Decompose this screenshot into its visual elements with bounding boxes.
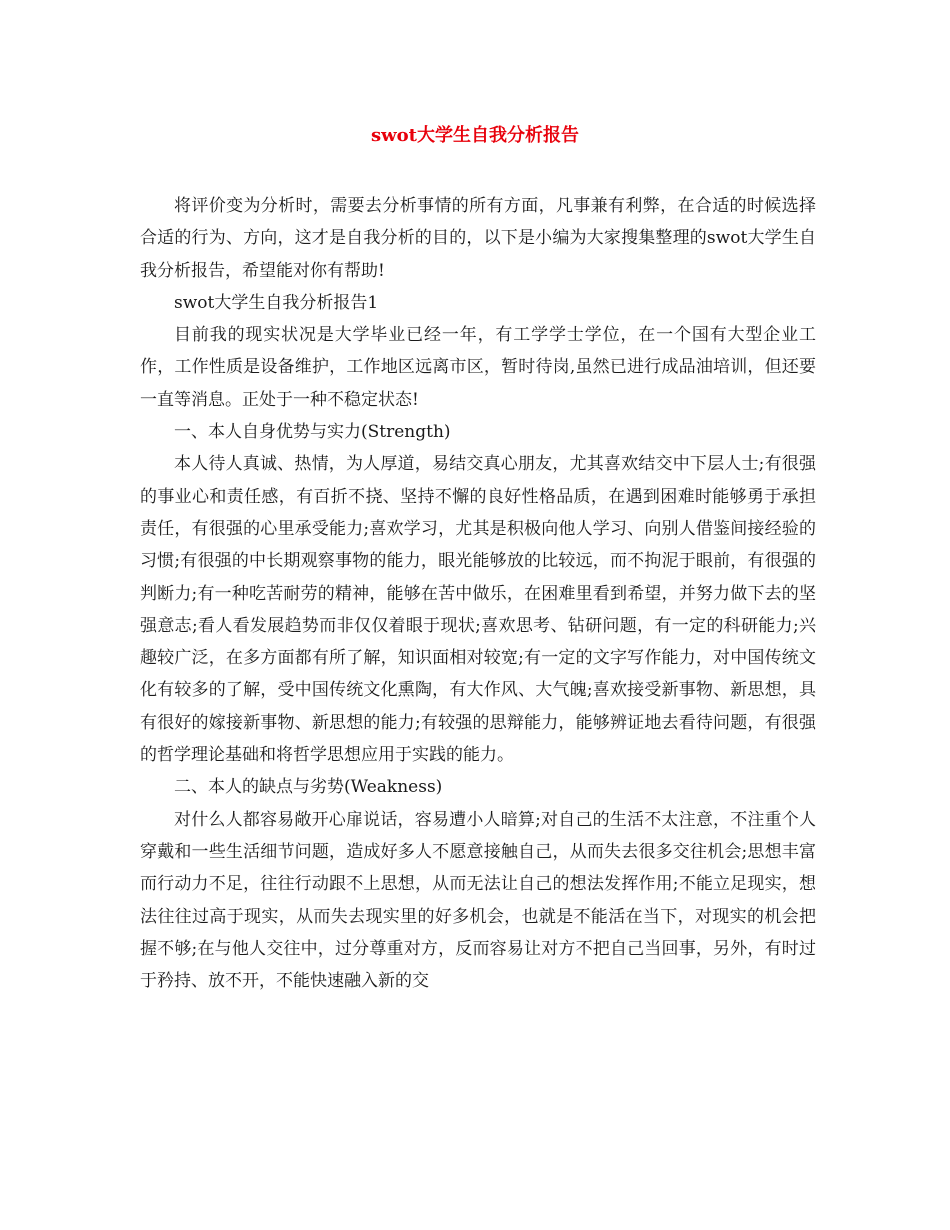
strength-heading: 一、本人自身优势与实力(Strength) (174, 422, 451, 443)
weakness-heading: 二、本人的缺点与劣势(Weakness) (174, 777, 443, 798)
status-paragraph: 目前我的现实状况是大学毕业已经一年，有工学学士学位，在一个国有大型企业工作，工作性质是设备维护，工作地区远离市区，暂时待岗,虽然已进行成品油培训，但还要一直等消息。正处于一种不稳定状态! (140, 325, 816, 410)
document-body (140, 190, 816, 997)
report-heading: swot大学生自我分析报告1 (174, 292, 379, 313)
weakness-paragraph: 对什么人都容易敞开心扉说话，容易遭小人暗算;对自己的生活不太注意，不注重个人穿戴和一些生活细节问题，造成好多人不愿意接触自己，从而失去很多交往机会;思想丰富而行动力不足，往往行动跟不上思想，从而无法让自己的想法发挥作用;不能立足现实，想法往往过高于现实，从而失去现实里的好多机会，也就是不能活在当下，对现实的机会把握不够;在与他人交往中，过分尊重对方，反而容易让对方不把自己当回事，另外，有时过于矜持、放不开，不能快速融入新的交 (140, 809, 816, 992)
document-title: swot大学生自我分析报告 (371, 125, 579, 146)
intro-paragraph: 将评价变为分析时，需要去分析事情的所有方面，凡事兼有利弊，在合适的时候选择合适的行为、方向，这才是自我分析的目的，以下是小编为大家搜集整理的swot大学生自我分析报告，希望能对你有帮助! (140, 196, 816, 281)
strength-paragraph: 本人待人真诚、热情，为人厚道，易结交真心朋友，尤其喜欢结交中下层人士;有很强的事业心和责任感，有百折不挠、坚持不懈的良好性格品质，在遇到困难时能够勇于承担责任，有很强的心里承受能力;喜欢学习，尤其是积极向他人学习、向别人借鉴间接经验的习惯;有很强的中长期观察事物的能力，眼光能够放的比较远，而不拘泥于眼前，有很强的判断力;有一种吃苦耐劳的精神，能够在苦中做乐，在困难里看到希望，并努力做下去的坚强意志;看人看发展趋势而非仅仅着眼于现状;喜欢思考、钻研问题，有一定的科研能力;兴趣较广泛，在多方面都有所了解，知识面相对较宽;有一定的文字写作能力，对中国传统文化有较多的了解，受中国传统文化熏陶，有大作风、大气魄;喜欢接受新事物、新思想，具有很好的嫁接新事物、新思想的能力;有较强的思辩能力，能够辨证地去看待问题，有很强的哲学理论基础和将哲学思想应用于实践的能力。 (140, 454, 816, 766)
